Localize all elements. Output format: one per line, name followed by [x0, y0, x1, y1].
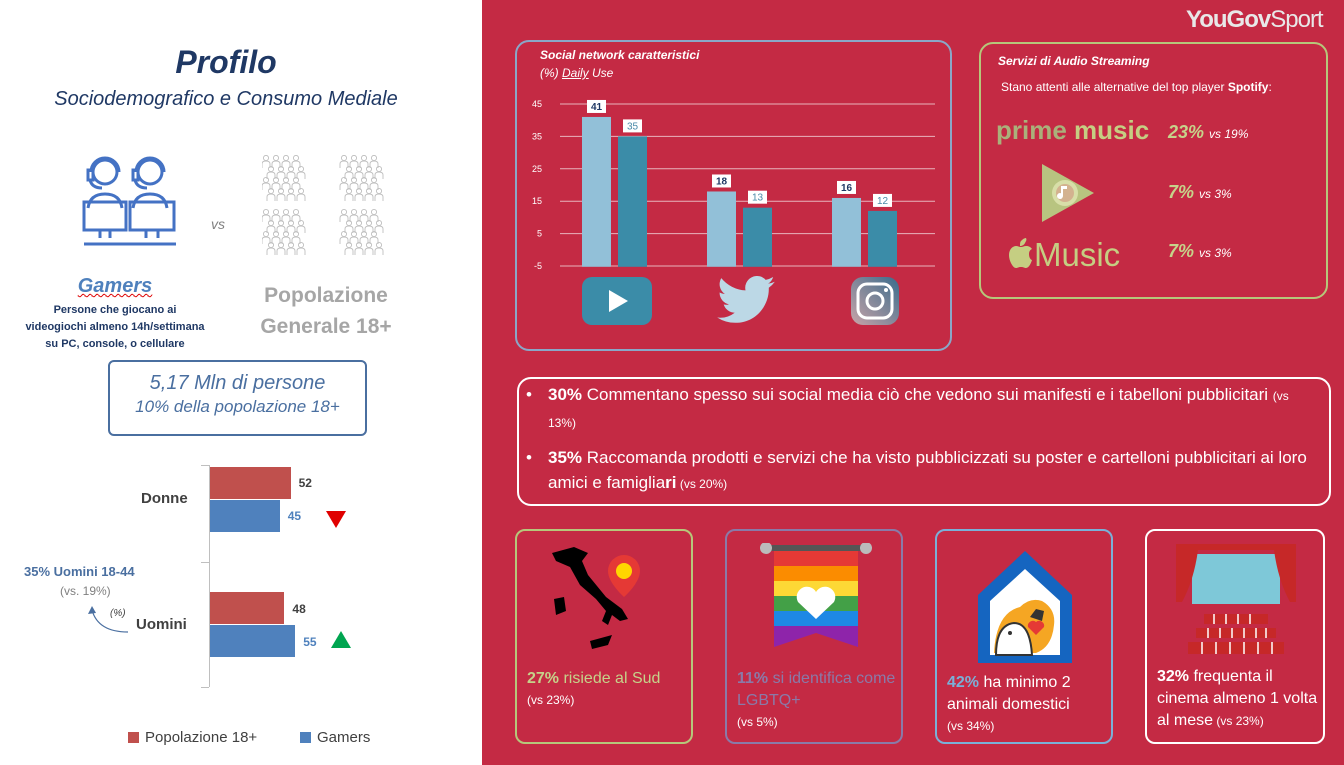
audio-google-value [1168, 182, 1232, 203]
uomini-note-vs: (vs. 19%) [60, 584, 111, 598]
audio-desc-c: : [1268, 80, 1272, 94]
population-size-box [108, 360, 367, 436]
brand-logo [1186, 6, 1323, 34]
subtitle-b: Daily [562, 66, 589, 80]
bullet-text: Commentano spesso sui social media ciò che vedono sui manifesti e i tabelloni pubblicitari [582, 385, 1273, 404]
card-pct: 27% [527, 670, 560, 687]
audio-pct: 23% [1168, 122, 1205, 142]
italy-map-icon [540, 545, 640, 650]
legend-popolazione [128, 729, 257, 746]
bullet-pct: 35% [548, 448, 583, 467]
instagram-icon [850, 276, 900, 326]
population-share: 10% della popolazione 18+ [135, 397, 340, 416]
bullet-dot: • [526, 448, 532, 467]
data-label: 12 [876, 195, 889, 207]
card-vs: (vs 5%) [737, 715, 778, 729]
card-cinema-text [1157, 666, 1322, 732]
value-donne-popolazione: 52 [298, 476, 312, 490]
y-tick-label: -5 [533, 261, 542, 271]
legend-gamers-label: Gamers [317, 729, 371, 746]
y-tick-label: 25 [531, 163, 542, 174]
subtitle-a: (%) [540, 66, 562, 80]
legend-gamers [300, 729, 370, 746]
bar-uomini-gamers [210, 625, 295, 657]
audio-title: Servizi di Audio Streaming [998, 54, 1150, 68]
card-text: si identifica come LGBTQ+ [737, 670, 896, 709]
bullet-text-b: ri [665, 473, 677, 492]
data-label: 18 [715, 176, 728, 188]
data-label: 13 [751, 192, 764, 204]
population-crowd-icon [262, 155, 412, 257]
value-uomini-popolazione: 48 [292, 602, 306, 616]
bar-uomini-popolazione [210, 592, 284, 624]
bullet-vs: (vs 20%) [676, 477, 728, 491]
bullet-text: Raccomanda prodotti e servizi che ha visto pubblicizzati su poster e cartelloni pubblicitari ai loro amici e famiglia [548, 448, 1307, 492]
audio-desc-b: Spotify [1227, 80, 1269, 94]
population-size: 5,17 Mln di persone [149, 372, 326, 394]
gamers-headset-icon [80, 150, 180, 250]
page-title: Profilo [175, 44, 277, 80]
page-subtitle: Sociodemografico e Consumo Mediale [54, 88, 398, 110]
bar-instagram-popolazione [868, 211, 897, 267]
bar-instagram-gamers [832, 198, 861, 267]
category-uomini: Uomini [136, 616, 187, 633]
y-tick-label: 15 [531, 196, 542, 207]
bullet-item [526, 445, 1308, 497]
gamers-description: Persone che giocano ai videogiochi almeno 14h/settimana su PC, console, o cellulare [25, 304, 205, 350]
audio-pct: 7% [1168, 241, 1195, 261]
card-text: risiede al Sud [559, 670, 661, 687]
bullet-item [526, 382, 1308, 436]
y-tick-label: 35 [531, 131, 542, 142]
social-network-chart [520, 90, 945, 275]
gender-axis-tick [201, 465, 209, 466]
percent-note: (%) [110, 608, 126, 619]
triangle-up-icon [331, 631, 351, 648]
card-vs: (vs 34%) [947, 719, 995, 733]
brand-bold: YouGov [1186, 6, 1271, 33]
card-south-text [527, 668, 687, 710]
pets-house-icon [970, 545, 1080, 665]
card-pct: 11% [737, 670, 769, 687]
bullet-pct: 30% [548, 385, 583, 404]
bar-youtube-gamers [582, 117, 611, 267]
value-donne-gamers: 45 [287, 509, 302, 523]
audio-description [1001, 80, 1272, 94]
social-chart-subtitle [540, 66, 613, 80]
data-label: 16 [840, 182, 853, 194]
audio-prime-value [1168, 122, 1248, 143]
card-pets-text [947, 672, 1107, 736]
social-chart-title: Social network caratteristici [540, 48, 700, 62]
card-pct: 42% [947, 674, 980, 691]
value-uomini-gamers: 55 [303, 635, 317, 649]
apple-icon [1008, 238, 1034, 268]
gamers-label: Gamers [77, 275, 153, 297]
audio-vs: vs 3% [1199, 187, 1232, 201]
legend-popolazione-label: Popolazione 18+ [145, 729, 258, 746]
bar-donne-gamers [210, 500, 280, 532]
population-label [238, 280, 414, 342]
bullet-dot: • [526, 385, 532, 404]
y-tick-label: 5 [536, 228, 542, 239]
prime-a: prime [996, 115, 1067, 145]
twitter-icon [717, 276, 775, 324]
prime-b: music [1066, 115, 1150, 145]
audio-desc-a: Stano attenti alle alternative del top player [1001, 80, 1228, 94]
data-label: 41 [590, 101, 603, 113]
category-donne: Donne [141, 490, 188, 507]
youtube-icon [582, 277, 652, 325]
card-text: ha minimo 2 animali domestici [947, 674, 1071, 713]
subtitle-c: Use [588, 66, 614, 80]
legend-swatch [128, 732, 139, 743]
audio-pct: 7% [1168, 182, 1195, 202]
bar-donne-popolazione [210, 467, 291, 499]
pride-flag-icon [760, 543, 872, 651]
triangle-down-icon [326, 511, 346, 528]
legend-swatch [300, 732, 311, 743]
left-panel [0, 0, 482, 765]
audio-apple-value [1168, 241, 1232, 262]
card-vs: (vs 23%) [527, 693, 575, 707]
google-play-music-icon [1040, 162, 1096, 224]
gender-axis-tick [201, 562, 209, 563]
card-lgbtq-text [737, 668, 897, 732]
card-pct: 32% [1157, 668, 1190, 685]
card-text: frequenta il cinema almeno 1 volta al mese [1157, 668, 1318, 729]
brand-light: Sport [1270, 6, 1323, 33]
data-label: 35 [626, 121, 639, 133]
bar-twitter-gamers [707, 191, 736, 266]
audio-vs: vs 3% [1199, 246, 1232, 260]
uomini-note: 35% Uomini 18-44 [24, 564, 135, 579]
bullet-vs: (vs 13%) [548, 389, 1289, 430]
bar-youtube-popolazione [618, 136, 647, 266]
cinema-icon [1174, 542, 1298, 658]
card-vs: (vs 23%) [1213, 714, 1264, 728]
apple-music-logo [1008, 236, 1120, 274]
bar-twitter-popolazione [743, 208, 772, 267]
apple-music-text: Music [1034, 236, 1121, 273]
population-label-line2: Generale 18+ [260, 315, 392, 338]
vs-label: vs [211, 216, 225, 232]
population-label-line1: Popolazione [264, 284, 388, 307]
gender-axis-tick [201, 687, 209, 688]
y-tick-label: 45 [531, 99, 542, 109]
prime-music-logo [996, 115, 1149, 146]
audio-vs: vs 19% [1209, 127, 1249, 141]
